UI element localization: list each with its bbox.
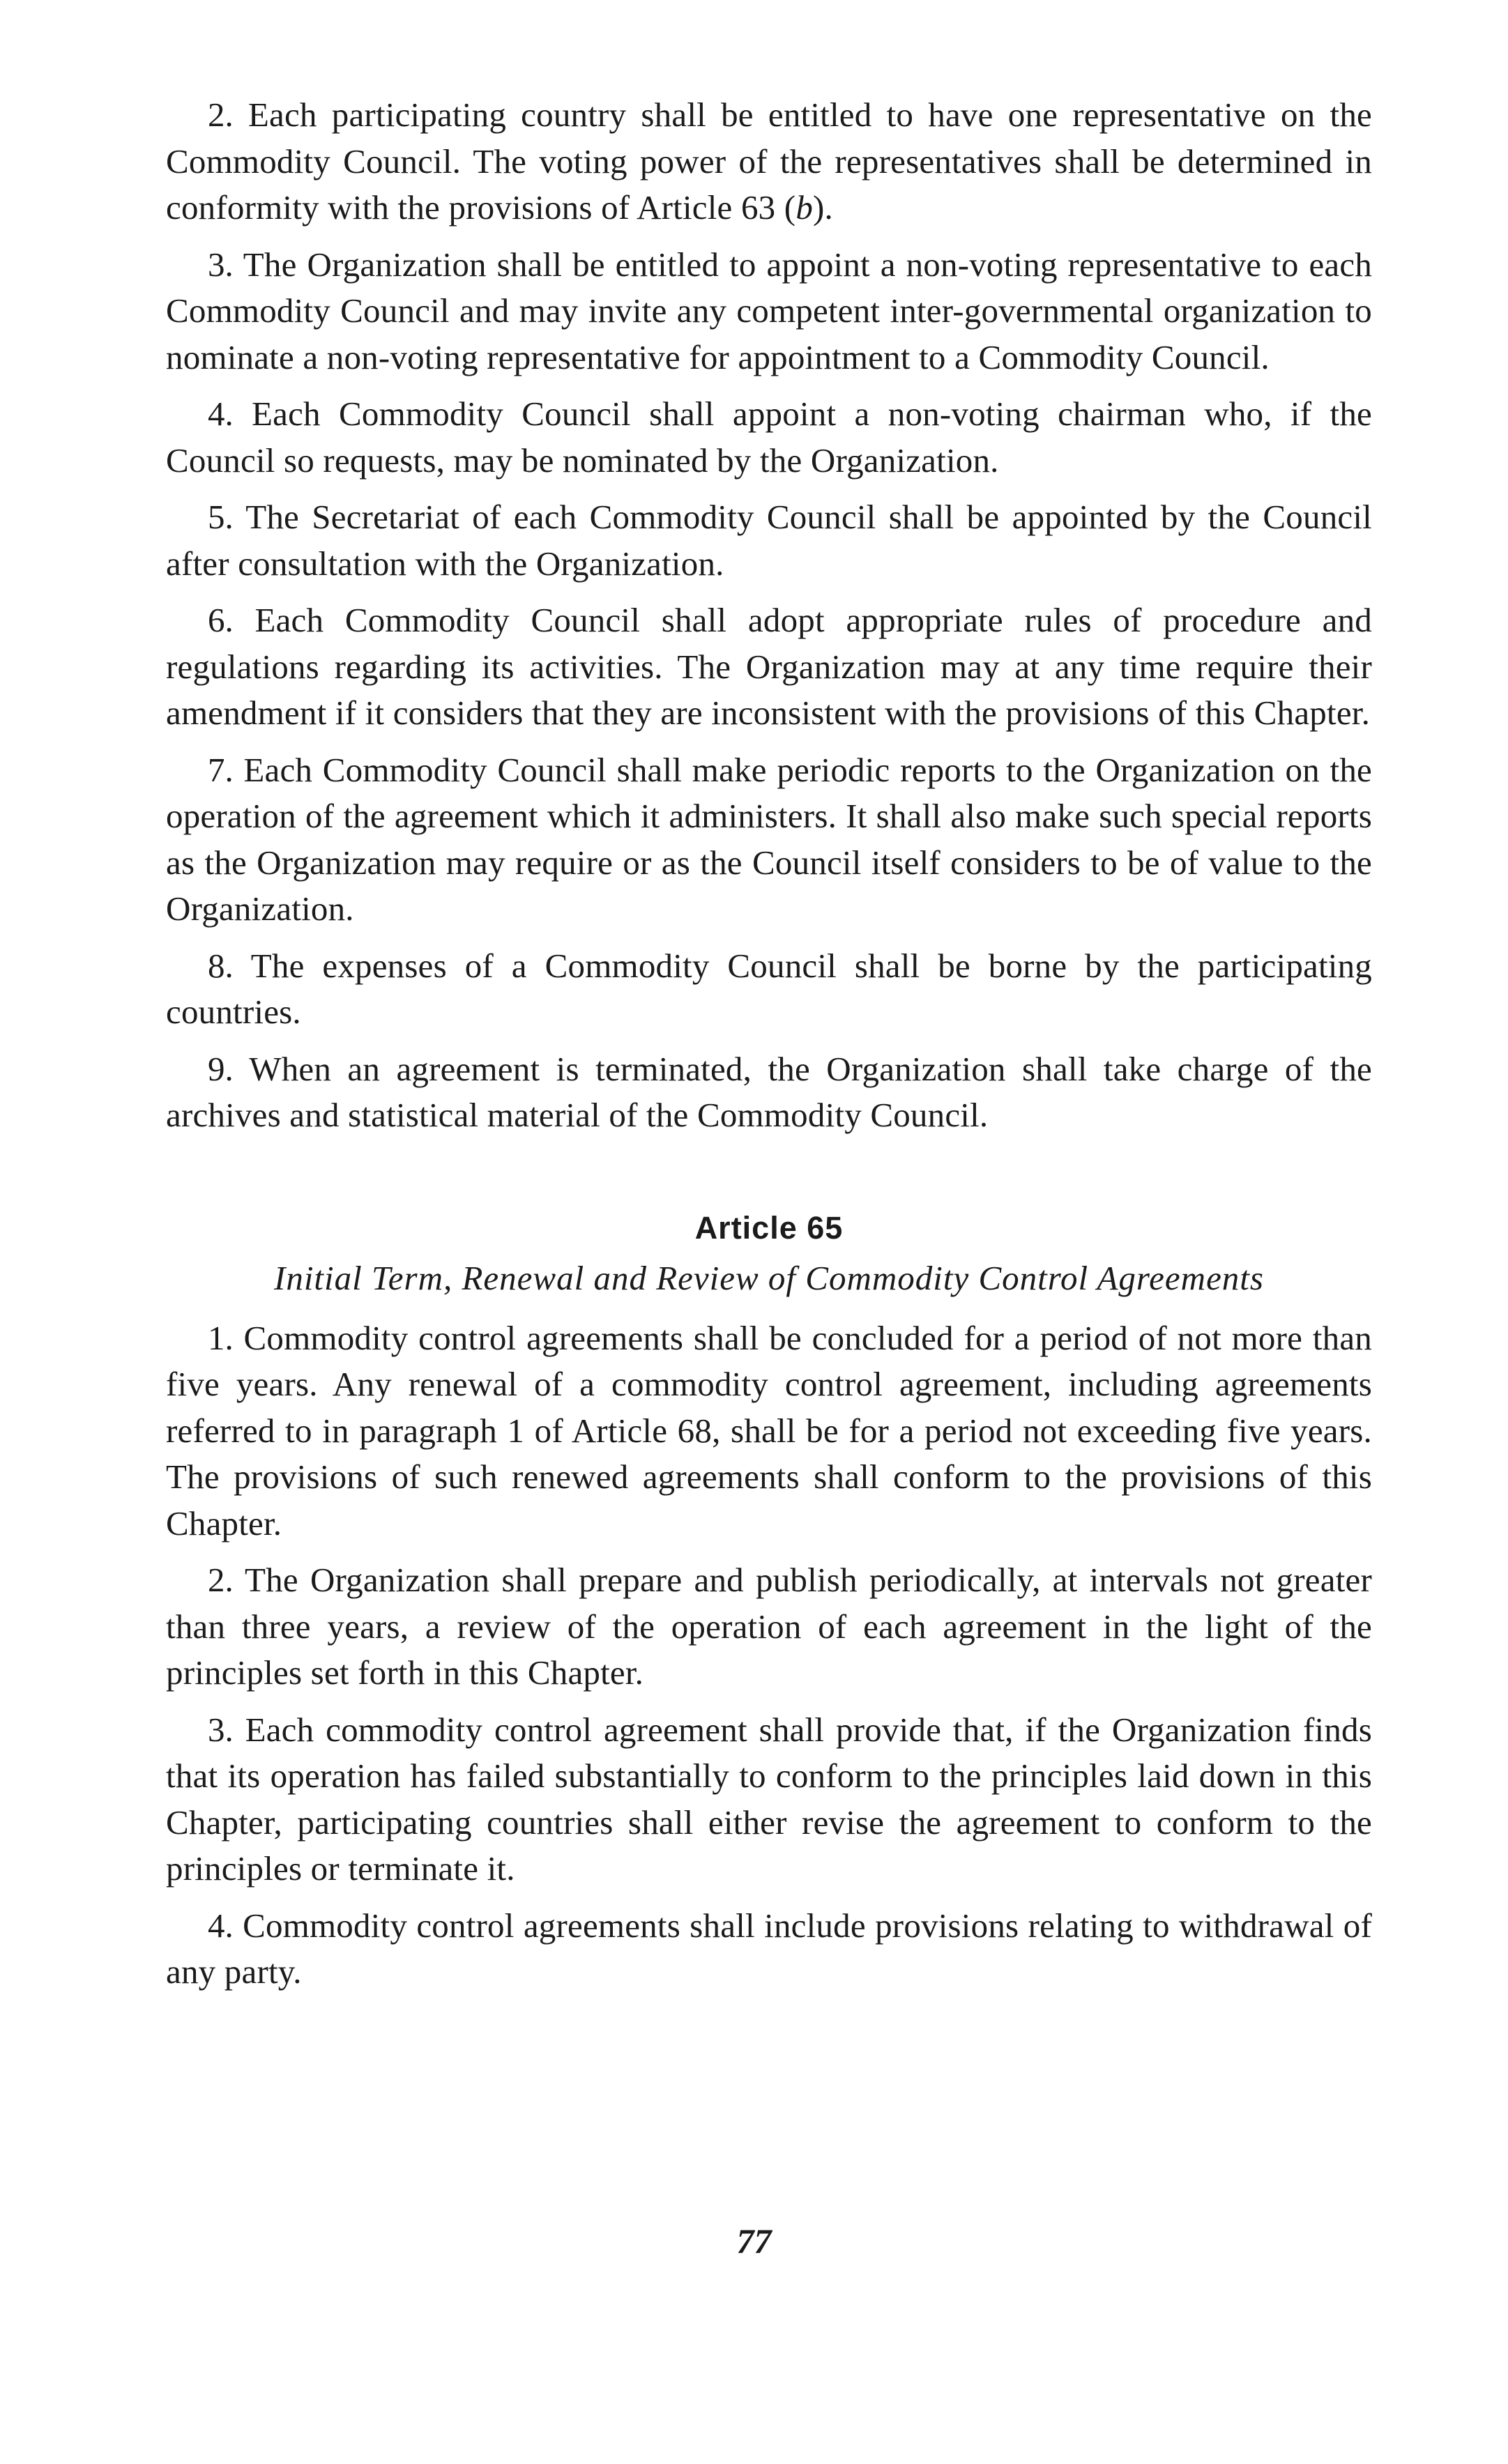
- paragraph-6: [166, 597, 1372, 737]
- paragraph-number: 3.: [208, 1710, 234, 1749]
- document-page: [166, 92, 1372, 2006]
- paragraph-text: Each Commodity Council shall make periodic reports to the Organization on the operation of the agreement which it administers. It shall also make such special reports as the Organization may require or as the Council itself considers to be of value to the Organization.: [166, 750, 1372, 928]
- paragraph-number: 8.: [208, 946, 234, 985]
- paragraph-text-end: ).: [813, 188, 833, 227]
- paragraph-number: 2.: [208, 1561, 234, 1599]
- paragraph-text: Each participating country shall be entitled to have one representative on the Commodity Council. The voting power of the representatives shall be determined in conformity with the provisions of Article 63 (: [166, 95, 1372, 227]
- article-heading: Article 65: [694, 1209, 844, 1246]
- paragraph-text: Each commodity control agreement shall provide that, if the Organization finds that its operation has failed substantially to conform to the principles laid down in this Chapter, participating countries shall either revise the agreement to conform to the principles or terminate it.: [166, 1710, 1372, 1888]
- article-paragraph-2: [166, 1557, 1372, 1697]
- paragraph-number: 5.: [208, 498, 234, 536]
- paragraph-number: 1.: [208, 1318, 234, 1357]
- paragraph-emphasis: b: [795, 188, 814, 227]
- paragraph-number: 6.: [208, 601, 234, 639]
- paragraph-text: The Organization shall be entitled to appoint a non-voting representative to each Commodity Council and may invite any competent inter-governmental organization to nominate a non-voting representative for appointment to a Commodity Council.: [166, 245, 1372, 376]
- paragraph-2: [166, 92, 1372, 231]
- article-subtitle: Initial Term, Renewal and Review of Commodity Control Agreements: [274, 1258, 1264, 1297]
- paragraph-7: [166, 747, 1372, 933]
- paragraph-9: [166, 1046, 1372, 1139]
- paragraph-4: [166, 391, 1372, 484]
- paragraph-text: Each Commodity Council shall appoint a non-voting chairman who, if the Council so requests, may be nominated by the Organization.: [166, 395, 1373, 480]
- paragraph-text: The Secretariat of each Commodity Council shall be appointed by the Council after consultation with the Organization.: [166, 498, 1372, 583]
- page-number: 77: [736, 2221, 772, 2260]
- paragraph-number: 4.: [208, 395, 234, 433]
- paragraph-number: 2.: [208, 95, 234, 134]
- article-paragraph-4: [166, 1903, 1372, 1996]
- paragraph-text: The Organization shall prepare and publish periodically, at intervals not greater than three years, a review of the operation of each agreement in the light of the principles set forth in this Chapter.: [166, 1561, 1372, 1692]
- paragraph-number: 9.: [208, 1049, 234, 1088]
- paragraph-number: 7.: [208, 750, 234, 789]
- paragraph-text: When an agreement is terminated, the Organization shall take charge of the archives and statistical material of the Commodity Council.: [166, 1049, 1372, 1134]
- article-paragraph-3: [166, 1707, 1372, 1892]
- paragraph-8: [166, 943, 1372, 1036]
- paragraph-text: Commodity control agreements shall be concluded for a period of not more than five years. Any renewal of a commodity control agreement, including agreements referred to in paragraph 1 of Article 68, shall be for a period not exceeding five years. The provisions of such renewed agreements shall conform to the provisions of this Chapter.: [166, 1318, 1372, 1543]
- paragraph-text: The expenses of a Commodity Council shall be borne by the participating countries.: [166, 946, 1372, 1031]
- article-paragraph-1: [166, 1315, 1372, 1547]
- paragraph-5: [166, 494, 1372, 587]
- paragraph-number: 4.: [208, 1906, 234, 1945]
- paragraph-text: Each Commodity Council shall adopt appropriate rules of procedure and regulations regarding its activities. The Organization may at any time require their amendment if it considers that they are inconsistent with the provisions of this Chapter.: [166, 601, 1373, 732]
- paragraph-number: 3.: [208, 245, 234, 284]
- paragraph-text: Commodity control agreements shall include provisions relating to withdrawal of any party.: [166, 1906, 1372, 1991]
- paragraph-3: [166, 242, 1372, 381]
